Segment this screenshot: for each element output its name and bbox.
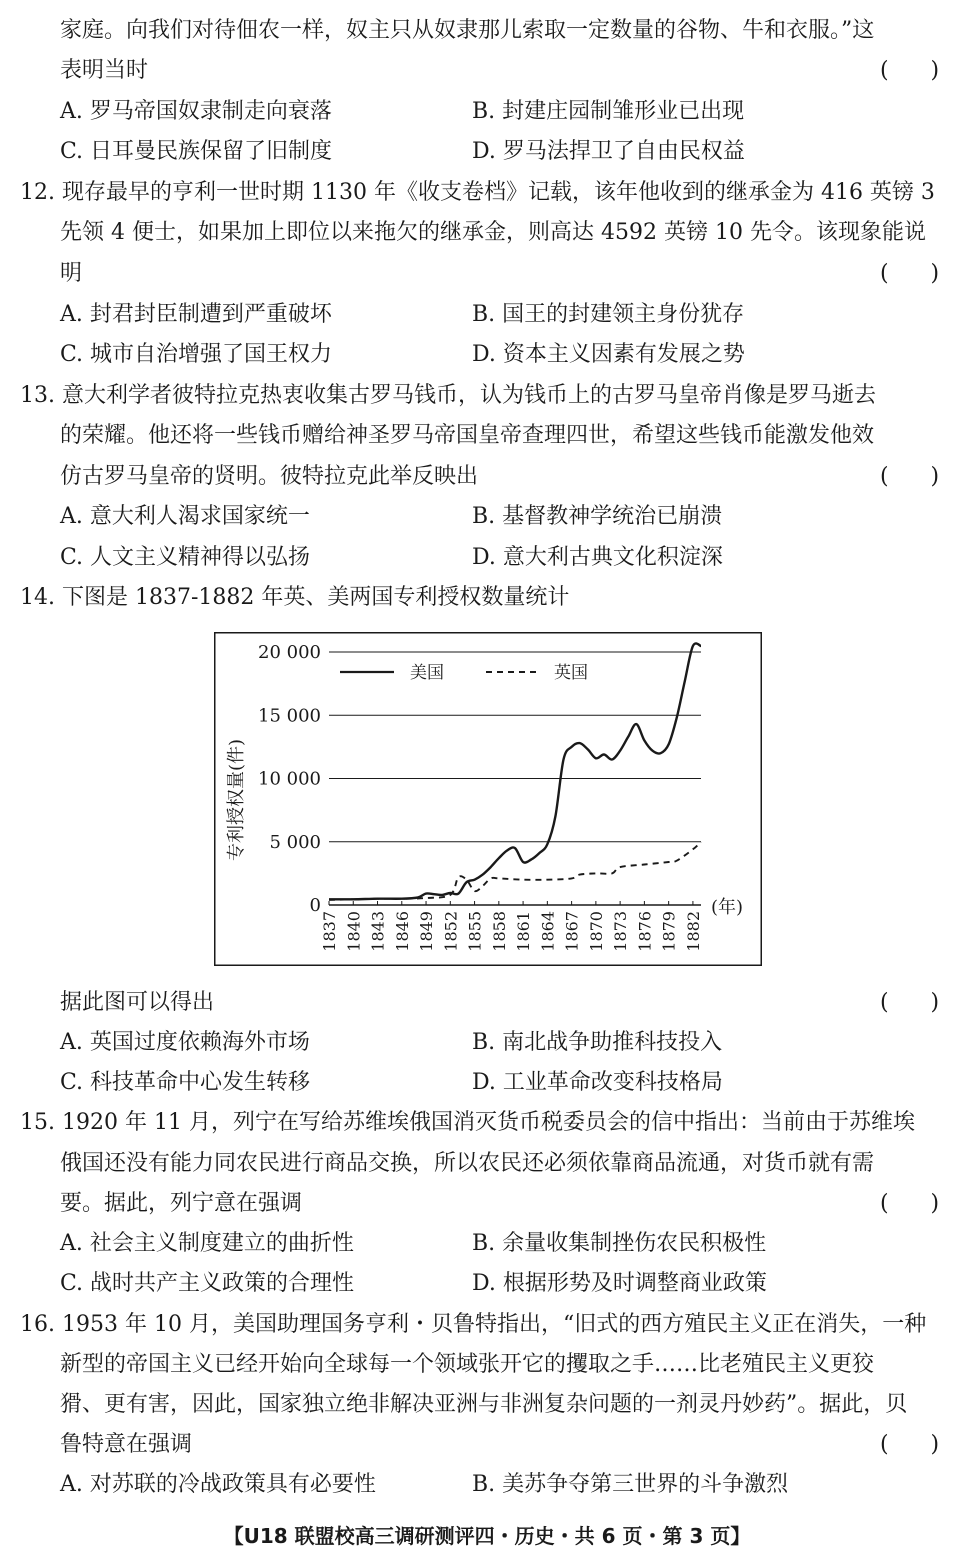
q12-option-c: C. 城市自治增强了国王权力 [60,342,333,367]
q12-answer-blank: ( ) [880,261,940,286]
q12-stem-line-3: 明 [60,261,83,286]
q15-option-c: C. 战时共产主义政策的合理性 [60,1271,355,1296]
q12-stem-line-2: 先领 4 便士，如果加上即位以来拖欠的继承金，则高达 4592 英镑 10 先令。该现象能说 [60,220,926,245]
q12-stem-line-1: 12. 现存最早的亨利一世时期 1130 年《收支卷档》记载，该年他收到的继承金为 416 英镑 3 [20,180,935,205]
x-tick-label-1855: 1855 [465,911,485,952]
q14-option-a: A. 英国过度依赖海外市场 [60,1030,310,1055]
q12-option-b: B. 国王的封建领主身份犹存 [472,302,745,327]
page-footer: 【U18 联盟校高三调研测评四・历史・共 6 页・第 3 页】 [223,1524,751,1548]
chart-frame [215,633,762,966]
q13-option-a: A. 意大利人渴求国家统一 [60,504,310,529]
q12-option-a: A. 封君封臣制遭到严重破坏 [60,302,332,327]
q15-option-d: D. 根据形势及时调整商业政策 [472,1271,767,1296]
q16-stem-line-1: 16. 1953 年 10 月，美国助理国务亨利・贝鲁特指出，“旧式的西方殖民主义正在消失，一种 [20,1312,927,1337]
q14-option-c: C. 科技革命中心发生转移 [60,1070,311,1095]
q13-answer-blank: ( ) [880,464,940,489]
legend-label-uk: 英国 [554,663,588,683]
x-tick-label-1861: 1861 [514,911,534,952]
y-tick-label-0: 0 [309,895,321,916]
q13-option-c: C. 人文主义精神得以弘扬 [60,545,311,570]
y-tick-label-15000: 15 000 [258,705,321,727]
q16-answer-blank: ( ) [880,1432,940,1457]
q14-stem-line-2: 据此图可以得出 [60,990,215,1015]
q15-stem-line-1: 15. 1920 年 11 月，列宁在写给苏维埃俄国消灭货币税委员会的信中指出：当前由于苏维埃 [20,1110,915,1135]
x-tick-label-1840: 1840 [344,911,364,952]
x-tick-label-1846: 1846 [392,911,412,952]
patent-line-chart [214,632,762,966]
q13-option-b: B. 基督教神学统治已崩溃 [472,504,723,529]
legend-label-us: 美国 [410,663,444,683]
x-tick-label-1882: 1882 [683,911,703,952]
y-tick-label-5000: 5 000 [269,831,321,853]
chart-x-axis-label: (年) [711,897,744,918]
q15-option-a: A. 社会主义制度建立的曲折性 [60,1231,354,1256]
q12-option-d: D. 资本主义因素有发展之势 [472,342,745,367]
q13-stem-line-1: 13. 意大利学者彼特拉克热衷收集古罗马钱币，认为钱币上的古罗马皇帝肖像是罗马逝去 [20,383,876,408]
q11-stem-line-1: 家庭。向我们对待佃农一样，奴主只从奴隶那儿索取一定数量的谷物、牛和衣服。”这 [60,18,875,43]
y-tick-label-10000: 10 000 [258,768,321,790]
q14-answer-blank: ( ) [880,990,940,1015]
q16-stem-line-4: 鲁特意在强调 [60,1432,193,1457]
x-tick-label-1849: 1849 [417,911,437,952]
q11-option-d: D. 罗马法捍卫了自由民权益 [472,139,745,164]
q11-option-a: A. 罗马帝国奴隶制走向衰落 [60,99,332,124]
x-tick-label-1843: 1843 [368,911,388,952]
x-tick-label-1870: 1870 [586,911,606,952]
q15-stem-line-3: 要。据此，列宁意在强调 [60,1191,303,1216]
q14-stem-line-1: 14. 下图是 1837-1882 年英、美两国专利授权数量统计 [20,585,570,610]
q16-stem-line-3: 猾、更有害，因此，国家独立绝非解决亚洲与非洲复杂问题的一剂灵丹妙药”。据此，贝 [60,1392,908,1417]
q14-option-d: D. 工业革命改变科技格局 [472,1070,723,1095]
q11-stem-line-2: 表明当时 [60,58,149,83]
q11-answer-blank: ( ) [880,58,940,83]
q11-option-c: C. 日耳曼民族保留了旧制度 [60,139,333,164]
q15-answer-blank: ( ) [880,1191,940,1216]
q14-option-b: B. 南北战争助推科技投入 [472,1030,723,1055]
q13-stem-line-2: 的荣耀。他还将一些钱币赠给神圣罗马帝国皇帝查理四世，希望这些钱币能激发他效 [60,423,875,448]
x-tick-label-1867: 1867 [562,911,582,952]
q15-option-b: B. 余量收集制挫伤农民积极性 [472,1231,767,1256]
chart-y-axis-label: 专利授权量(件) [226,738,247,862]
x-tick-label-1876: 1876 [635,911,655,952]
q11-option-b: B. 封建庄园制雏形业已出现 [472,99,745,124]
x-tick-label-1858: 1858 [489,911,509,952]
q16-option-a: A. 对苏联的冷战政策具有必要性 [60,1472,376,1497]
q16-option-b: B. 美苏争夺第三世界的斗争激烈 [472,1472,789,1497]
q15-stem-line-2: 俄国还没有能力同农民进行商品交换，所以农民还必须依靠商品流通，对货币就有需 [60,1151,875,1176]
q13-stem-line-3: 仿古罗马皇帝的贤明。彼特拉克此举反映出 [60,464,479,489]
y-tick-label-20000: 20 000 [258,642,321,663]
x-tick-label-1873: 1873 [611,911,631,952]
x-tick-label-1852: 1852 [441,911,461,952]
x-tick-label-1837: 1837 [320,911,339,952]
q13-option-d: D. 意大利古典文化积淀深 [472,545,723,570]
q16-stem-line-2: 新型的帝国主义已经开始向全球每一个领域张开它的攫取之手……比老殖民主义更狡 [60,1352,875,1377]
x-tick-label-1864: 1864 [538,911,558,952]
x-tick-label-1879: 1879 [659,911,679,952]
